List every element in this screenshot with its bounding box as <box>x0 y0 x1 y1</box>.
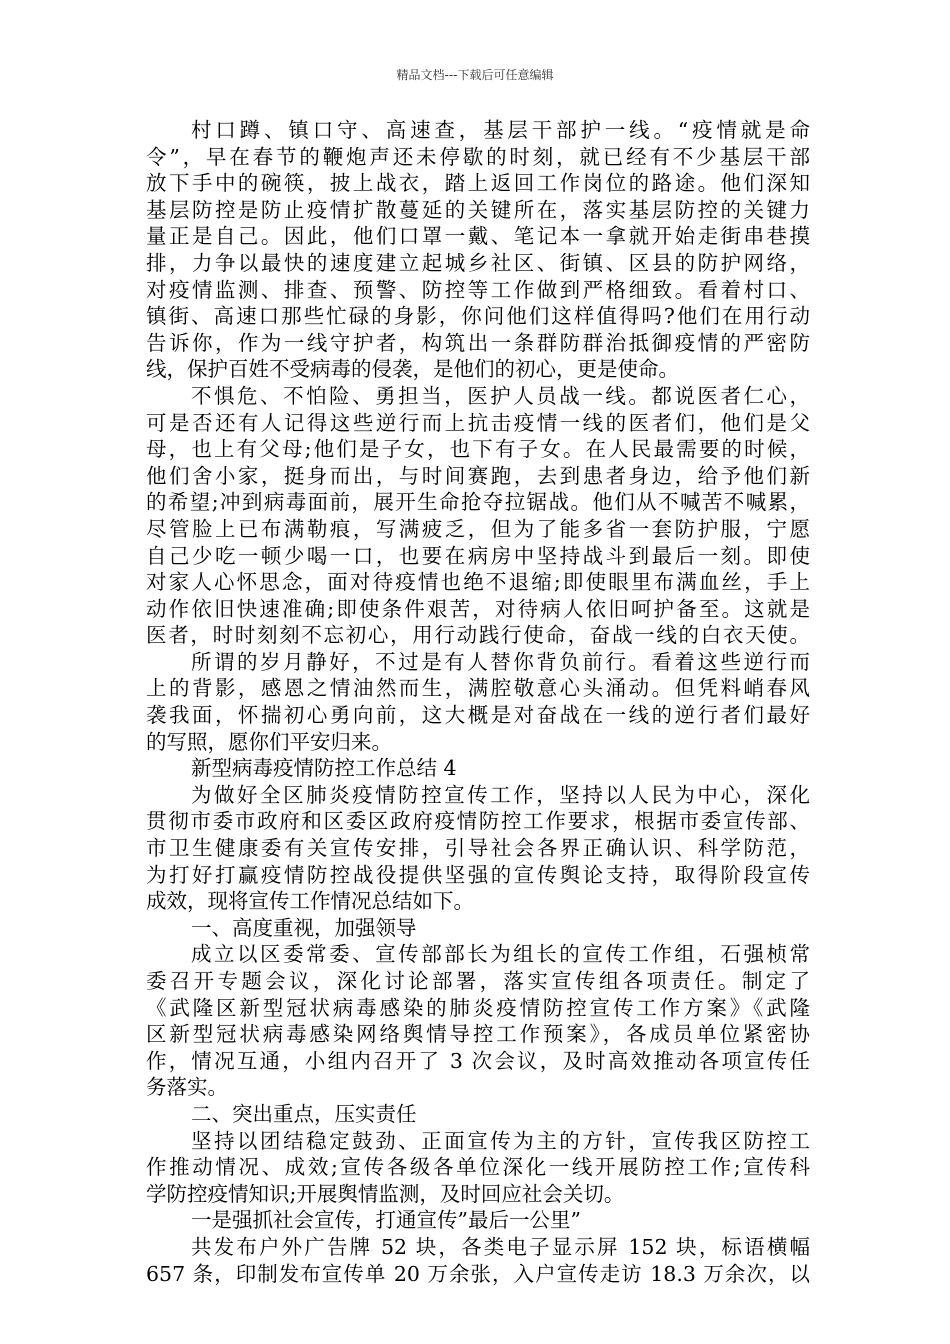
text-line: 对家人心怀思念，面对待疫情也绝不退缩;即使眼里布满血丝，手上 <box>146 570 810 595</box>
text-line: 《武隆区新型冠状病毒感染的肺炎疫情防控宣传工作方案》《武隆 <box>146 995 810 1020</box>
text-line: 二、突出重点，压实责任 <box>191 1101 417 1126</box>
text-line: 共发布户外广告牌 52 块，各类电子显示屏 152 块，标语横幅 <box>191 1234 810 1259</box>
text-line: 一、高度重视，加强领导 <box>191 915 417 940</box>
text-line: 线，保护百姓不受病毒的侵袭，是他们的初心，更是使命。 <box>146 357 679 382</box>
text-line: 务落实。 <box>146 1075 228 1100</box>
text-line: 袭我面，怀揣初心勇向前，这大概是对奋战在一线的逆行者们最好 <box>146 703 810 728</box>
text-line: 母，也上有父母;他们是子女，也下有子女。在人民最需要的时候， <box>146 437 810 462</box>
text-line: 作，情况互通，小组内召开了 3 次会议，及时高效推动各项宣传任 <box>146 1048 810 1073</box>
text-line: 尽管脸上已布满勒痕，写满疲乏，但为了能多省一套防护服，宁愿 <box>146 516 810 541</box>
text-line: 镇街、高速口那些忙碌的身影，你问他们这样值得吗?他们在用行动 <box>146 304 810 329</box>
text-line: 他们舍小家，挺身而出，与时间赛跑，去到患者身边，给予他们新 <box>146 463 810 488</box>
text-line: 对疫情监测、排查、预警、防控等工作做到严格细致。看着村口、 <box>146 277 810 302</box>
text-line: 基层防控是防止疫情扩散蔓延的关键所在，落实基层防控的关键力 <box>146 197 810 222</box>
text-line: 的希望;冲到病毒面前，展开生命抢夺拉锯战。他们从不喊苦不喊累， <box>146 490 810 515</box>
text-line: 告诉你，作为一线守护者，构筑出一条群防群治抵御疫情的严密防 <box>146 330 810 355</box>
text-line: 自己少吃一顿少喝一口，也要在病房中坚持战斗到最后一刻。即使 <box>146 543 810 568</box>
text-line: 成立以区委常委、宣传部部长为组长的宣传工作组，石强桢常 <box>191 942 810 967</box>
text-line: 为打好打赢疫情防控战役提供坚强的宣传舆论支持，取得阶段宣传 <box>146 862 810 887</box>
text-line: 成效，现将宣传工作情况总结如下。 <box>146 889 474 914</box>
text-line: 令”，早在春节的鞭炮声还未停歇的时刻，就已经有不少基层干部 <box>146 144 810 169</box>
text-line: 的写照，愿你们平安归来。 <box>146 729 392 754</box>
text-line: 一是强抓社会宣传，打通宣传”最后一公里” <box>191 1208 581 1233</box>
text-line: 作推动情况、成效;宣传各级各单位深化一线开展防控工作;宣传科 <box>146 1155 810 1180</box>
text-line: 657 条，印制发布宣传单 20 万余张，入户宣传走访 18.3 万余次，以 <box>146 1261 810 1286</box>
text-line: 所谓的岁月静好，不过是有人替你背负前行。看着这些逆行而 <box>191 649 810 674</box>
text-line: 区新型冠状病毒感染网络舆情导控工作预案》，各成员单位紧密协 <box>146 1022 810 1047</box>
text-line: 动作依旧快速准确;即使条件艰苦，对待病人依旧呵护备至。这就是 <box>146 596 810 621</box>
text-line: 不惧危、不怕险、勇担当，医护人员战一线。都说医者仁心， <box>191 383 810 408</box>
text-line: 委召开专题会议，深化讨论部署，落实宣传组各项责任。制定了 <box>146 969 810 993</box>
text-line: 量正是自己。因此，他们口罩一戴、笔记本一拿就开始走街串巷摸 <box>146 224 810 249</box>
text-line: 贯彻市委市政府和区委区政府疫情防控工作要求，根据市委宣传部、 <box>146 809 810 834</box>
text-line: 上的背影，感恩之情油然而生，满腔敬意心头涌动。但凭料峭春风 <box>146 676 810 701</box>
text-line: 市卫生健康委有关宣传安排，引导社会各界正确认识、科学防范， <box>146 836 810 861</box>
text-line: 排，力争以最快的速度建立起城乡社区、街镇、区县的防护网络， <box>146 250 810 275</box>
text-line: 放下手中的碗筷，披上战衣，踏上返回工作岗位的路途。他们深知 <box>146 171 810 196</box>
document-body <box>146 117 810 1287</box>
text-line: 可是否还有人记得这些逆行而上抗击疫情一线的医者们，他们是父 <box>146 410 810 435</box>
text-line: 为做好全区肺炎疫情防控宣传工作，坚持以人民为中心，深化 <box>191 782 810 807</box>
text-line: 坚持以团结稳定鼓劲、正面宣传为主的方针，宣传我区防控工 <box>191 1128 810 1153</box>
text-line: 村口蹲、镇口守、高速查，基层干部护一线。“疫情就是命 <box>191 118 810 142</box>
text-line: 学防控疫情知识;开展舆情监测，及时回应社会关切。 <box>146 1181 625 1206</box>
page-header: 精品文档---下载后可任意编辑 <box>396 68 554 82</box>
text-line: 新型病毒疫情防控工作总结 4 <box>191 756 457 781</box>
text-line: 医者，时时刻刻不忘初心，用行动践行使命，奋战一线的白衣天使。 <box>146 623 810 648</box>
